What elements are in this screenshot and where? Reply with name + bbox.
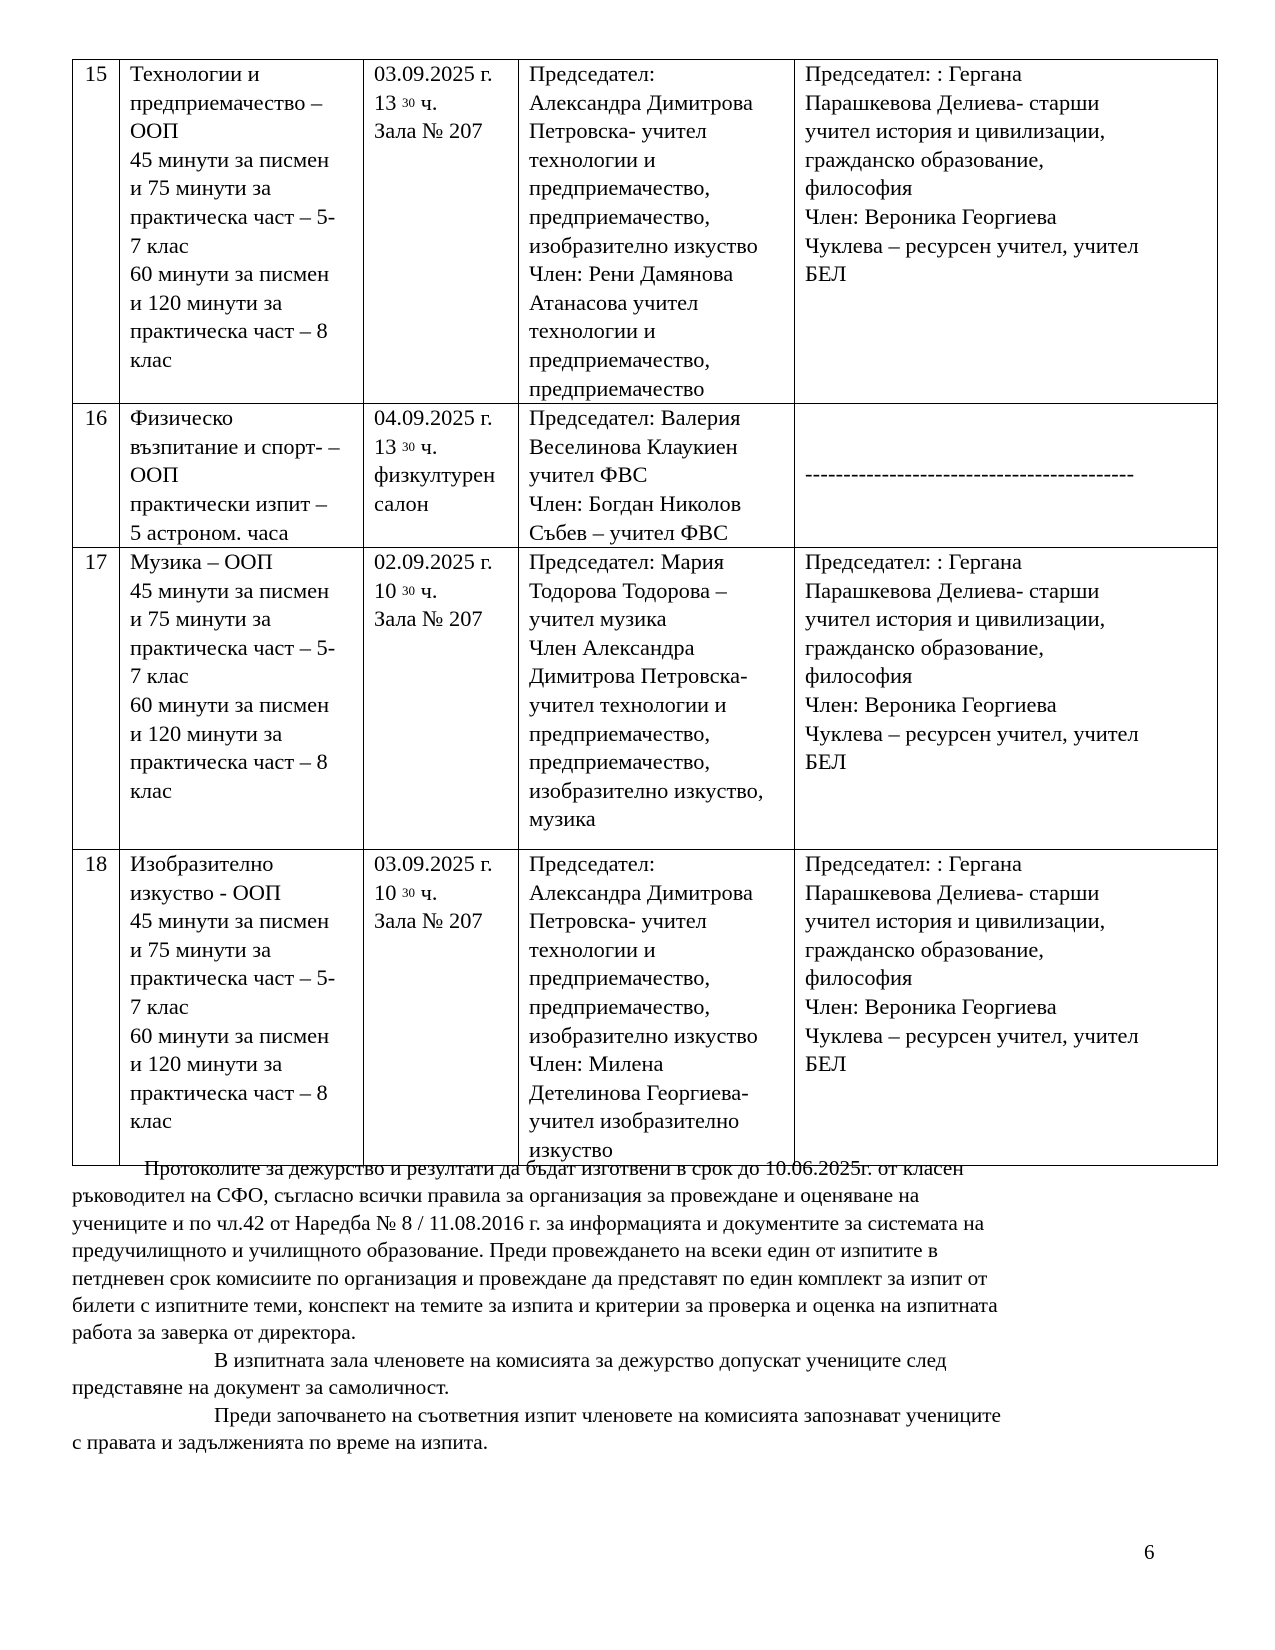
exam-time [374, 89, 508, 118]
committee-conduct-line: предприемачество, [529, 749, 711, 775]
row-number-cell [73, 404, 120, 548]
subject-line: и 120 минути за [130, 289, 283, 315]
subject-line: ООП [130, 462, 179, 488]
subject-line: предприемачество – [130, 89, 323, 115]
subject-cell [120, 850, 364, 1166]
subject-cell [120, 404, 364, 548]
row-number: 15 [84, 61, 108, 86]
subject-line: 7 клас [130, 232, 189, 258]
committee-conduct-line: предприемачество, [529, 346, 711, 372]
protocols-line: предучилищното и училищното образование. Преди провеждането на всеки един от изпитите в [72, 1238, 938, 1263]
committee-conduct-line: предприемачество, [529, 965, 711, 991]
committee-duty-line: учител история и цивилизации, [805, 908, 1106, 934]
subject-cell [120, 548, 364, 850]
committee-duty-line: учител история и цивилизации, [805, 118, 1106, 144]
committee-conduct-line: Детелинова Георгиева- [529, 1079, 749, 1105]
subject-line: изкуство - ООП [130, 879, 282, 905]
committee-duty-line: гражданско образование, [805, 146, 1044, 172]
committee-conduct-line: технологии и [529, 146, 656, 172]
subject-line: практическа част – 5- [130, 965, 336, 991]
subject-line: Физическо [130, 405, 234, 431]
protocols-line: учениците и по чл.42 от Наредба № 8 / 11.08.2016 г. за информацията и документите за системата на [72, 1210, 985, 1235]
date-place-cell [364, 548, 519, 850]
committee-conduct-line: учител технологии и [529, 692, 727, 718]
subject-line: клас [130, 346, 172, 372]
exam-time-hour: 10 [374, 879, 397, 905]
committee-conduct-cell [519, 548, 795, 850]
committee-duty-line: Чуклева – ресурсен учител, учител [805, 232, 1139, 258]
exam-time-minutes: 30 [402, 582, 415, 598]
committee-conduct-line: учител изобразително [529, 1108, 740, 1134]
committee-conduct-line: Член Александра [529, 634, 695, 660]
committee-conduct-line: Председател: Мария [529, 549, 725, 575]
date-place-cell [364, 60, 519, 404]
committee-duty-line: БЕЛ [805, 749, 847, 775]
committee-duty-line: Чуклева – ресурсен учител, учител [805, 1022, 1139, 1048]
row-number-cell [73, 548, 120, 850]
exam-time-unit: ч. [420, 89, 438, 115]
exam-date: 02.09.2025 г. [374, 549, 493, 575]
subject-line: практическа част – 5- [130, 634, 336, 660]
committee-conduct-line: музика [529, 806, 596, 832]
exam-schedule-table [72, 59, 1218, 1166]
row-number: 17 [84, 549, 108, 575]
exam-date: 03.09.2025 г. [374, 851, 493, 877]
subject-line: и 75 минути за [130, 606, 272, 632]
committee-conduct-line: Тодорова Тодорова – [529, 577, 727, 603]
subject-line: и 75 минути за [130, 175, 272, 201]
subject-line: и 120 минути за [130, 1051, 283, 1077]
committee-conduct-line: Събев – учител ФВС [529, 519, 729, 545]
exam-time-minutes: 30 [402, 884, 415, 900]
subject-line: 60 минути за писмен [130, 1022, 330, 1048]
date-place-cell [364, 404, 519, 548]
committee-conduct-cell [519, 60, 795, 404]
committee-duty-line: Председател: : Гергана [805, 549, 1022, 575]
exam-time-unit: ч. [420, 879, 438, 905]
committee-duty-line: Чуклева – ресурсен учител, учител [805, 720, 1139, 746]
before-exam-paragraph [72, 1402, 1222, 1457]
exam-room-line: В изпитната зала членовете на комисията за дежурство допускат учениците след [214, 1348, 947, 1372]
committee-duty-cell [795, 60, 1218, 404]
committee-conduct-line: технологии и [529, 318, 656, 344]
subject-line: ООП [130, 118, 179, 144]
committee-conduct-line: изобразително изкуство [529, 232, 758, 258]
subject-line: и 75 минути за [130, 936, 272, 962]
exam-place-line: Зала № 207 [374, 118, 483, 144]
committee-conduct-line: Александра Димитрова [529, 89, 753, 115]
row-number: 16 [84, 405, 108, 431]
committee-conduct-line: Председател: [529, 851, 656, 877]
committee-conduct-cell [519, 404, 795, 548]
committee-conduct-line: учител ФВС [529, 462, 648, 488]
exam-time-minutes: 30 [402, 94, 415, 110]
before-exam-line: Преди започването на съответния изпит членовете на комисията запознават учениците [214, 1403, 1001, 1427]
exam-time-hour: 13 [374, 89, 397, 115]
exam-time-hour: 13 [374, 433, 397, 459]
committee-duty-cell [795, 548, 1218, 850]
committee-conduct-line: предприемачество, [529, 994, 711, 1020]
committee-conduct-line: технологии и [529, 936, 656, 962]
protocols-paragraph [72, 1155, 1222, 1347]
subject-line: практическа част – 5- [130, 203, 336, 229]
subject-line: практически изпит – [130, 490, 327, 516]
subject-line: 5 астроном. часа [130, 519, 289, 545]
committee-conduct-line: Димитрова Петровска- [529, 663, 748, 689]
subject-line: 45 минути за писмен [130, 908, 330, 934]
committee-conduct-line: Веселинова Клаукиен [529, 433, 738, 459]
row-number-cell [73, 60, 120, 404]
exam-time-minutes: 30 [402, 438, 415, 454]
exam-time [374, 433, 508, 462]
exam-room-paragraph [72, 1347, 1222, 1402]
exam-date: 04.09.2025 г. [374, 405, 493, 431]
subject-cell [120, 60, 364, 404]
subject-line: практическа част – 8 [130, 318, 328, 344]
committee-duty-line: философия [805, 175, 913, 201]
committee-conduct-line: Член: Рени Дамянова [529, 261, 734, 287]
committee-conduct-line: Петровска- учител [529, 908, 707, 934]
exam-time-hour: 10 [374, 577, 397, 603]
exam-time-unit: ч. [420, 577, 438, 603]
committee-conduct-line: предприемачество, [529, 203, 711, 229]
table-row [73, 404, 1218, 548]
committee-duty-line: Председател: : Гергана [805, 851, 1022, 877]
protocols-line: работа за заверка от директора. [72, 1320, 357, 1345]
table-row [73, 850, 1218, 1166]
protocols-line: билети с изпитните теми, конспект на темите за изпита и критерии за проверка и оценка на изпитната [72, 1293, 998, 1318]
subject-line: Технологии и [130, 61, 260, 86]
table-row [73, 60, 1218, 404]
committee-duty-line: Член: Вероника Георгиева [805, 203, 1057, 229]
subject-line: възпитание и спорт- – [130, 433, 340, 459]
date-place-cell [364, 850, 519, 1166]
committee-duty-cell [795, 404, 1218, 548]
protocols-line: ръководител на СФО, съгласно всички правила за организация за провеждане и оценяване на [72, 1183, 920, 1208]
row-number: 18 [84, 851, 108, 877]
subject-line: 7 клас [130, 994, 189, 1020]
subject-line: Изобразително [130, 851, 274, 877]
subject-line: 60 минути за писмен [130, 692, 330, 718]
protocols-line: петдневен срок комисиите по организация и провеждане да представят по един комплект за изпит от [72, 1265, 988, 1290]
row-number-cell [73, 850, 120, 1166]
committee-duty-line: гражданско образование, [805, 936, 1044, 962]
committee-conduct-line: изкуство [529, 1137, 613, 1163]
committee-duty-line: БЕЛ [805, 1051, 847, 1077]
committee-duty-line: учител история и цивилизации, [805, 606, 1106, 632]
before-exam-line: с правата и задълженията по време на изпита. [72, 1430, 489, 1455]
subject-line: клас [130, 777, 172, 803]
exam-place-line: Зала № 207 [374, 908, 483, 934]
committee-conduct-line: учител музика [529, 606, 667, 632]
committee-duty-line: философия [805, 663, 913, 689]
committee-duty-line: Парашкевова Делиева- старши [805, 577, 1100, 603]
exam-place-line: салон [374, 490, 429, 516]
committee-duty-line: Член: Вероника Георгиева [805, 692, 1057, 718]
committee-conduct-line: Член: Богдан Николов [529, 490, 742, 516]
subject-line: 7 клас [130, 663, 189, 689]
subject-line: Музика – ООП [130, 549, 273, 575]
committee-duty-line: Парашкевова Делиева- старши [805, 89, 1100, 115]
committee-conduct-line: Атанасова учител [529, 289, 699, 315]
protocols-line: Протоколите за дежурство и резултати да бъдат изготвени в срок до 10.06.2025г. от класен [144, 1156, 964, 1180]
committee-duty-line: Парашкевова Делиева- старши [805, 879, 1100, 905]
subject-line: практическа част – 8 [130, 749, 328, 775]
exam-time-unit: ч. [420, 433, 438, 459]
committee-conduct-line: изобразително изкуство, [529, 777, 764, 803]
committee-duty-line: Член: Вероника Георгиева [805, 994, 1057, 1020]
exam-room-line: представяне на документ за самоличност. [72, 1375, 450, 1400]
exam-place-line: физкултурен [374, 462, 496, 488]
committee-conduct-line: предприемачество [529, 375, 705, 401]
committee-duty-cell [795, 850, 1218, 1166]
subject-line: практическа част – 8 [130, 1079, 328, 1105]
committee-conduct-line: Александра Димитрова [529, 879, 753, 905]
exam-time [374, 879, 508, 908]
committee-duty-line: философия [805, 965, 913, 991]
exam-schedule-body [73, 60, 1218, 1166]
committee-duty-line: БЕЛ [805, 261, 847, 287]
subject-line: 45 минути за писмен [130, 146, 330, 172]
table-row [73, 548, 1218, 850]
committee-duty-line: гражданско образование, [805, 634, 1044, 660]
subject-line: 45 минути за писмен [130, 577, 330, 603]
committee-conduct-line: Петровска- учител [529, 118, 707, 144]
committee-duty-line: Председател: : Гергана [805, 61, 1022, 86]
committee-conduct-cell [519, 850, 795, 1166]
exam-place-line: Зала № 207 [374, 606, 483, 632]
exam-date: 03.09.2025 г. [374, 61, 493, 86]
committee-conduct-line: Председател: [529, 61, 656, 86]
committee-conduct-line: предприемачество, [529, 175, 711, 201]
page-number: 6 [1144, 1540, 1155, 1564]
subject-line: 60 минути за писмен [130, 261, 330, 287]
exam-time [374, 577, 508, 606]
subject-line: клас [130, 1108, 172, 1134]
subject-line: и 120 минути за [130, 720, 283, 746]
committee-conduct-line: Член: Милена [529, 1051, 664, 1077]
committee-conduct-line: Председател: Валерия [529, 405, 741, 431]
committee-conduct-line: предприемачество, [529, 720, 711, 746]
committee-conduct-line: изобразително изкуство [529, 1022, 758, 1048]
empty-cell-dashes: ------------------------------------------- [805, 461, 1135, 487]
